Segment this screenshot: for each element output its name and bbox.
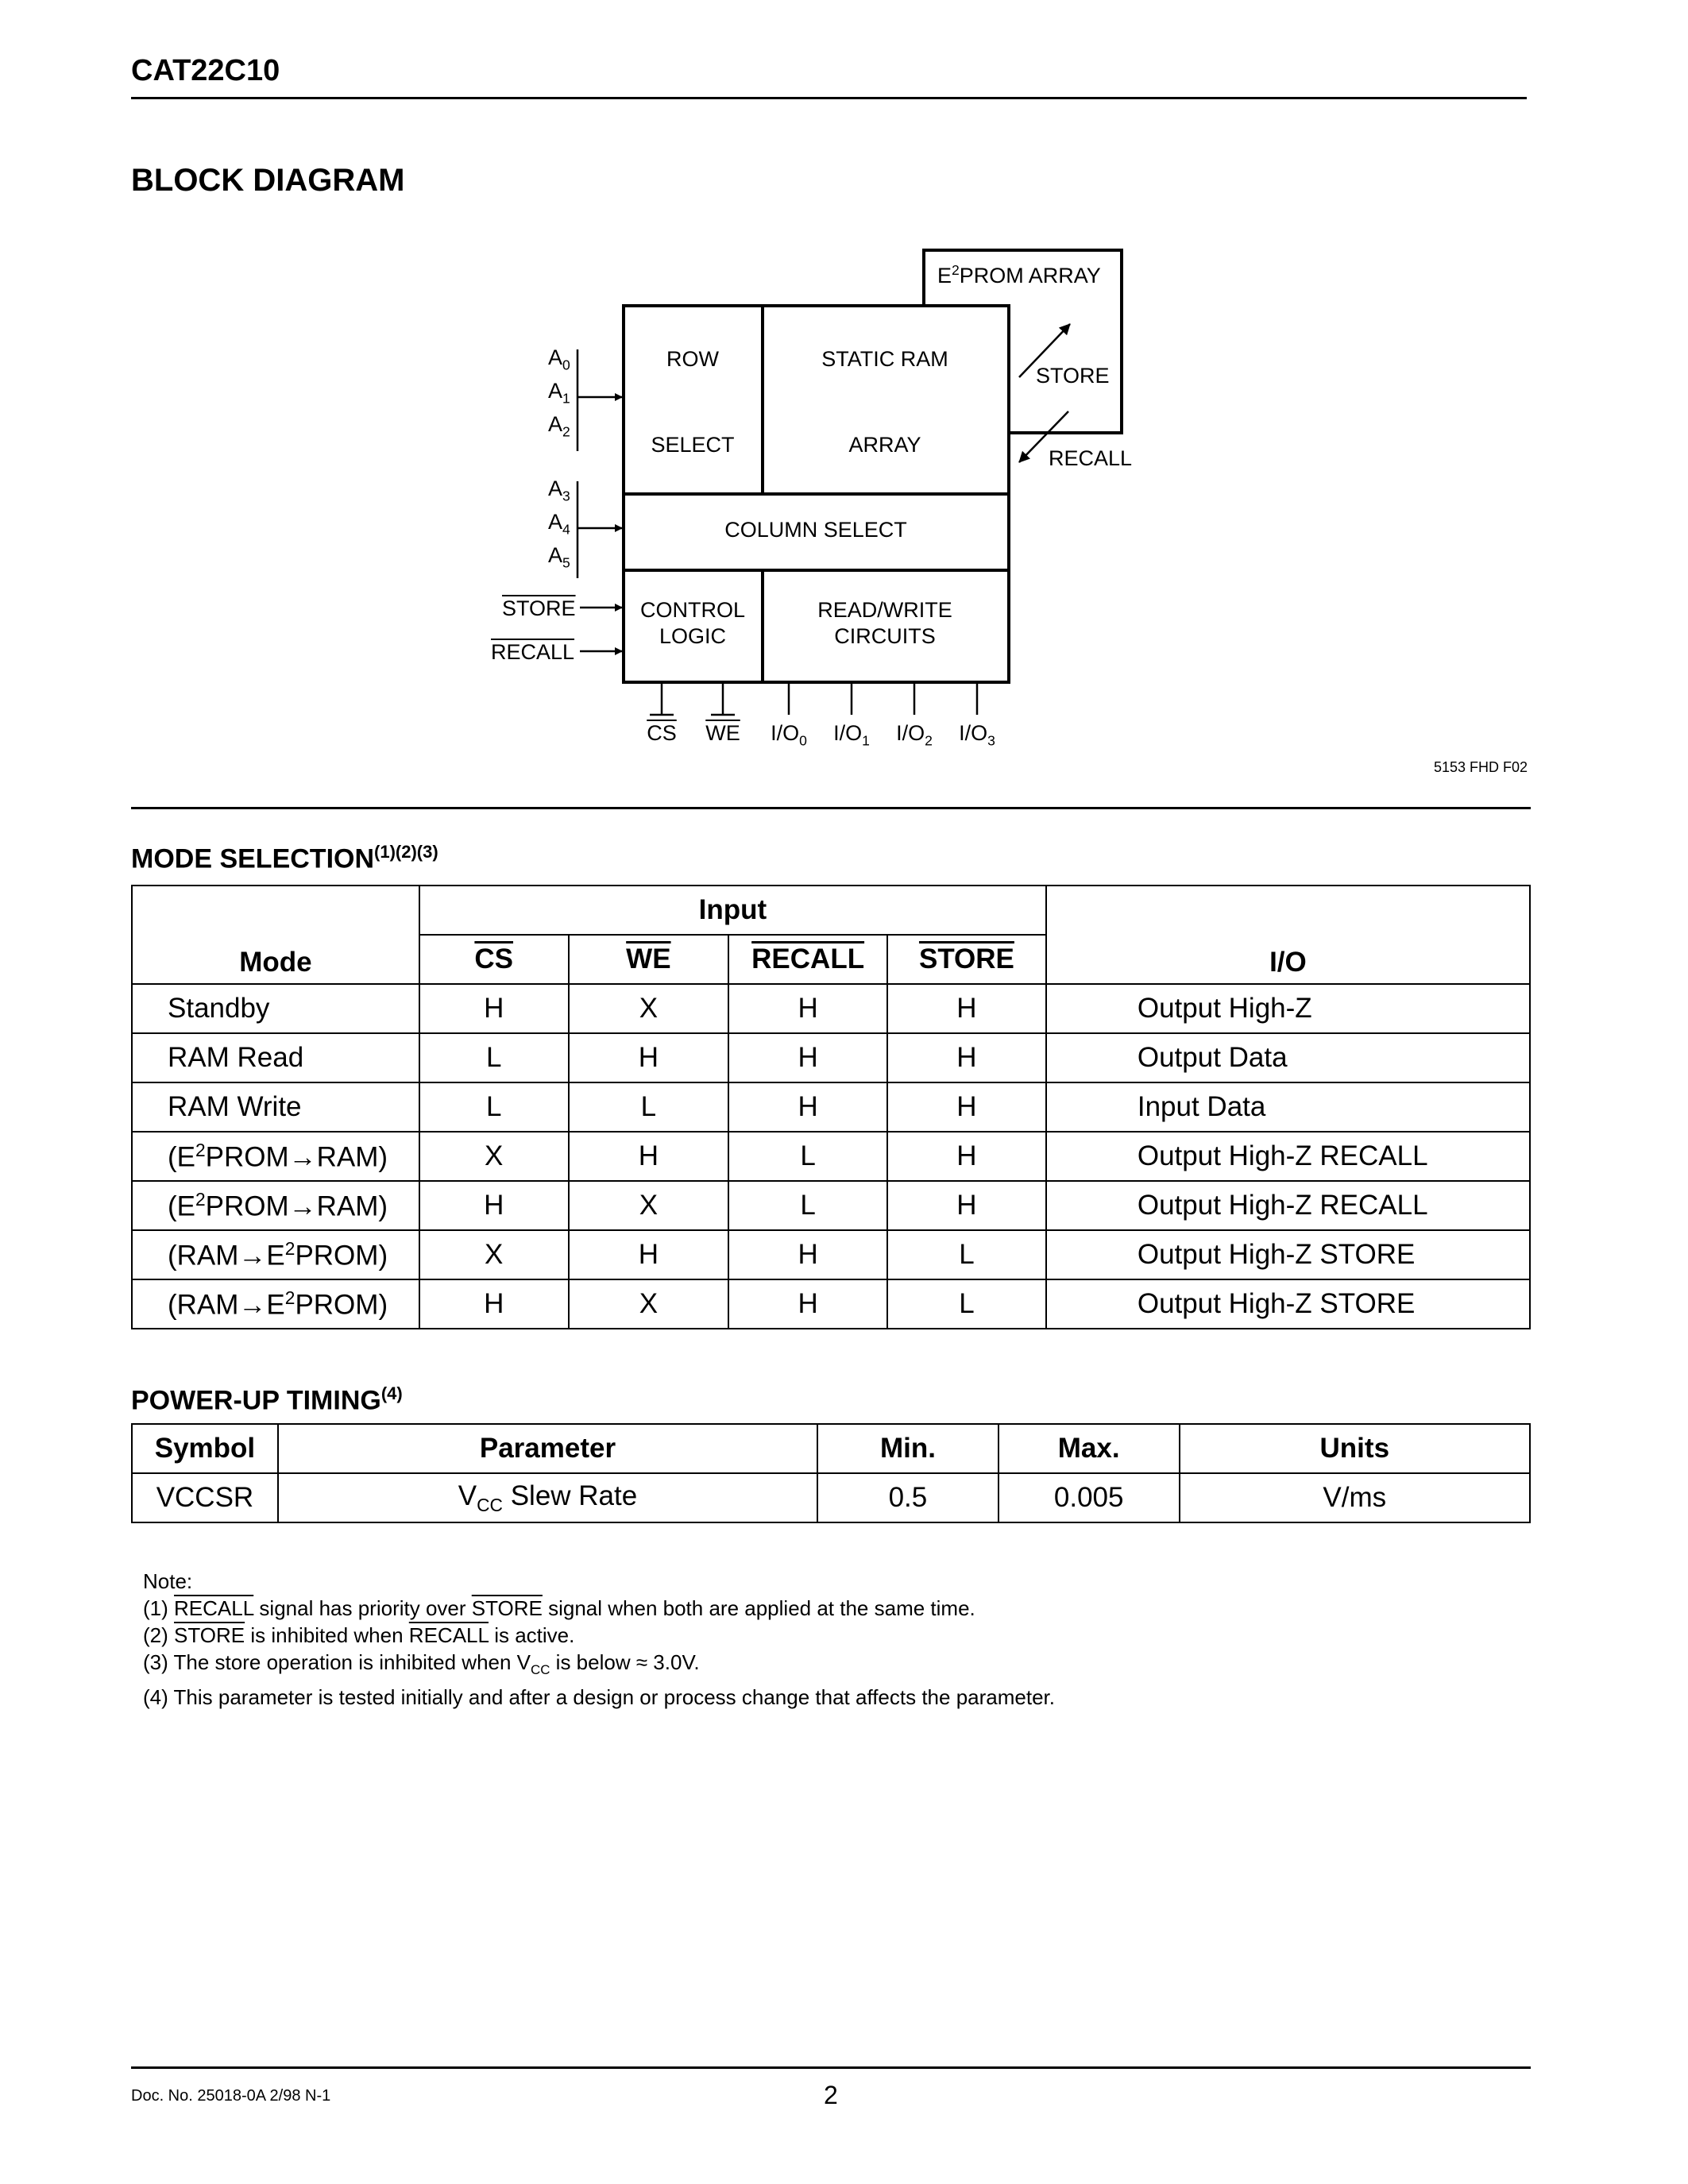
power-up-timing-heading: POWER-UP TIMING$^{(4)}$ bbox=[131, 1383, 403, 1416]
mode-cell: $(RAM\to E^2PROM)$ bbox=[132, 1279, 419, 1329]
note-1: (1) RECALL signal has priority over STORE signal when both are applied at the same time. bbox=[143, 1596, 975, 1620]
store-cell: L bbox=[887, 1230, 1046, 1279]
max-cell: 0.005 bbox=[999, 1473, 1180, 1522]
store-column-header: STORE bbox=[887, 935, 1046, 984]
recall-arrow-label: RECALL bbox=[1049, 446, 1133, 470]
store-cell: H bbox=[887, 1082, 1046, 1132]
table-row bbox=[132, 1473, 1530, 1522]
store-cell: H bbox=[887, 1181, 1046, 1230]
static-ram-label-2: ARRAY bbox=[848, 433, 921, 457]
note-4: (4) This parameter is tested initially and after a design or process change that affects the parameter. bbox=[143, 1685, 1055, 1710]
address-input-a3: $A_3$ bbox=[548, 477, 570, 504]
mode-cell: Standby bbox=[132, 984, 419, 1033]
notes-section bbox=[143, 1568, 1055, 1711]
cs-cell: X bbox=[419, 1132, 569, 1181]
store-cell: H bbox=[887, 984, 1046, 1033]
table-row bbox=[132, 1181, 1530, 1230]
table-row bbox=[132, 1279, 1530, 1329]
recall-cell: H bbox=[728, 1230, 887, 1279]
static-ram-label-1: STATIC RAM bbox=[821, 347, 948, 371]
document-part-number: CAT22C10 bbox=[131, 54, 280, 87]
block-diagram-lines bbox=[477, 238, 1152, 762]
mode-cell: $(RAM\to E^2PROM)$ bbox=[132, 1230, 419, 1279]
mode-cell: RAM Read bbox=[132, 1033, 419, 1082]
block-diagram-heading: BLOCK DIAGRAM bbox=[131, 163, 405, 198]
address-input-a0: $A_0$ bbox=[548, 345, 570, 373]
power-up-header-row bbox=[132, 1424, 1530, 1473]
cs-cell: H bbox=[419, 984, 569, 1033]
io3-pin-label: $I/O_3$ bbox=[959, 721, 995, 749]
we-cell: X bbox=[569, 984, 729, 1033]
symbol-column-header: Symbol bbox=[132, 1424, 278, 1473]
header-rule bbox=[131, 97, 1527, 99]
document-number: Doc. No. 25018-0A 2/98 N-1 bbox=[131, 2087, 331, 2105]
io-cell: Input Data bbox=[1046, 1082, 1530, 1132]
io-cell: Output High-Z STORE bbox=[1046, 1279, 1530, 1329]
page-number: 2 bbox=[824, 2081, 838, 2109]
cs-cell: H bbox=[419, 1279, 569, 1329]
power-up-timing-table bbox=[131, 1423, 1531, 1523]
read-write-label-1: READ/WRITE bbox=[817, 598, 952, 622]
address-input-a1: $A_1$ bbox=[548, 379, 570, 407]
units-column-header: Units bbox=[1180, 1424, 1530, 1473]
io-cell: Output Data bbox=[1046, 1033, 1530, 1082]
footer-rule bbox=[131, 2066, 1531, 2069]
io1-pin-label: $I/O_1$ bbox=[833, 721, 870, 749]
cs-cell: L bbox=[419, 1033, 569, 1082]
cs-cell: L bbox=[419, 1082, 569, 1132]
section-rule bbox=[131, 807, 1531, 809]
table-row bbox=[132, 1132, 1530, 1181]
we-pin-label: $\overline{WE}$ bbox=[705, 721, 740, 745]
block-diagram bbox=[477, 238, 1152, 762]
io-cell: Output High-Z STORE bbox=[1046, 1230, 1530, 1279]
units-cell: V/ms bbox=[1180, 1473, 1530, 1522]
store-cell: H bbox=[887, 1132, 1046, 1181]
recall-cell: H bbox=[728, 984, 887, 1033]
store-input-label: STORE bbox=[502, 596, 576, 620]
we-cell: H bbox=[569, 1033, 729, 1082]
address-input-a4: $A_4$ bbox=[548, 510, 570, 538]
io-cell: Output High-Z RECALL bbox=[1046, 1132, 1530, 1181]
cs-pin-label: $\overline{CS}$ bbox=[647, 721, 677, 745]
store-cell: H bbox=[887, 1033, 1046, 1082]
min-column-header: Min. bbox=[817, 1424, 999, 1473]
control-logic-label-1: CONTROL bbox=[639, 598, 746, 622]
read-write-label-2: CIRCUITS bbox=[834, 624, 936, 648]
store-arrow-label: STORE bbox=[1036, 364, 1110, 388]
io0-pin-label: $I/O_0$ bbox=[771, 721, 807, 749]
mode-selection-table bbox=[131, 885, 1531, 1329]
recall-cell: H bbox=[728, 1082, 887, 1132]
recall-column-header: RECALL bbox=[728, 935, 887, 984]
min-cell: 0.5 bbox=[817, 1473, 999, 1522]
figure-id: 5153 FHD F02 bbox=[1433, 759, 1528, 775]
parameter-cell: $V_{CC}$ Slew Rate bbox=[278, 1473, 817, 1522]
column-select-label: COLUMN SELECT bbox=[724, 518, 907, 542]
mode-cell: $(E^2PROM\to RAM)$ bbox=[132, 1181, 419, 1230]
row-select-label-2: SELECT bbox=[651, 433, 735, 457]
we-cell: X bbox=[569, 1181, 729, 1230]
note-2: (2) STORE is inhibited when RECALL is active. bbox=[143, 1623, 575, 1647]
parameter-column-header: Parameter bbox=[278, 1424, 817, 1473]
row-select-label-1: ROW bbox=[666, 347, 719, 371]
io-cell: Output High-Z RECALL bbox=[1046, 1181, 1530, 1230]
we-column-header: $\overline{WE}$ bbox=[569, 935, 729, 984]
mode-header-row-1 bbox=[132, 886, 1530, 935]
eeprom-array-label: $E^2PROM$ ARRAY bbox=[937, 262, 1101, 287]
mode-cell: RAM Write bbox=[132, 1082, 419, 1132]
table-row bbox=[132, 1082, 1530, 1132]
note-3: (3) The store operation is inhibited when $V_{CC}$ is below ≈ 3.0V. bbox=[143, 1650, 700, 1678]
mode-cell: $(E^2PROM\to RAM)$ bbox=[132, 1132, 419, 1181]
recall-cell: L bbox=[728, 1132, 887, 1181]
symbol-cell: VCCSR bbox=[132, 1473, 278, 1522]
control-logic-label-2: LOGIC bbox=[659, 624, 727, 648]
table-row bbox=[132, 984, 1530, 1033]
address-input-a5: $A_5$ bbox=[548, 543, 570, 571]
table-row bbox=[132, 1230, 1530, 1279]
we-cell: H bbox=[569, 1230, 729, 1279]
mode-column-header: Mode bbox=[132, 886, 419, 984]
notes-title: Note: bbox=[143, 1569, 193, 1593]
max-column-header: Max. bbox=[999, 1424, 1180, 1473]
recall-input-label: RECALL bbox=[491, 640, 575, 664]
recall-cell: L bbox=[728, 1181, 887, 1230]
recall-cell: H bbox=[728, 1033, 887, 1082]
mode-selection-heading: MODE $SELECTION^{(1)(2)(3)}$ bbox=[131, 842, 438, 874]
address-input-a2: $A_2$ bbox=[548, 412, 570, 440]
cs-column-header: $\overline{CS}$ bbox=[419, 935, 569, 984]
we-cell: H bbox=[569, 1132, 729, 1181]
io2-pin-label: $I/O_2$ bbox=[896, 721, 933, 749]
table-row bbox=[132, 1033, 1530, 1082]
we-cell: L bbox=[569, 1082, 729, 1132]
cs-cell: X bbox=[419, 1230, 569, 1279]
we-cell: X bbox=[569, 1279, 729, 1329]
input-group-header: Input bbox=[419, 886, 1046, 935]
io-column-header: I/O bbox=[1046, 886, 1530, 984]
recall-cell: H bbox=[728, 1279, 887, 1329]
io-cell: Output High-Z bbox=[1046, 984, 1530, 1033]
store-cell: L bbox=[887, 1279, 1046, 1329]
cs-cell: H bbox=[419, 1181, 569, 1230]
